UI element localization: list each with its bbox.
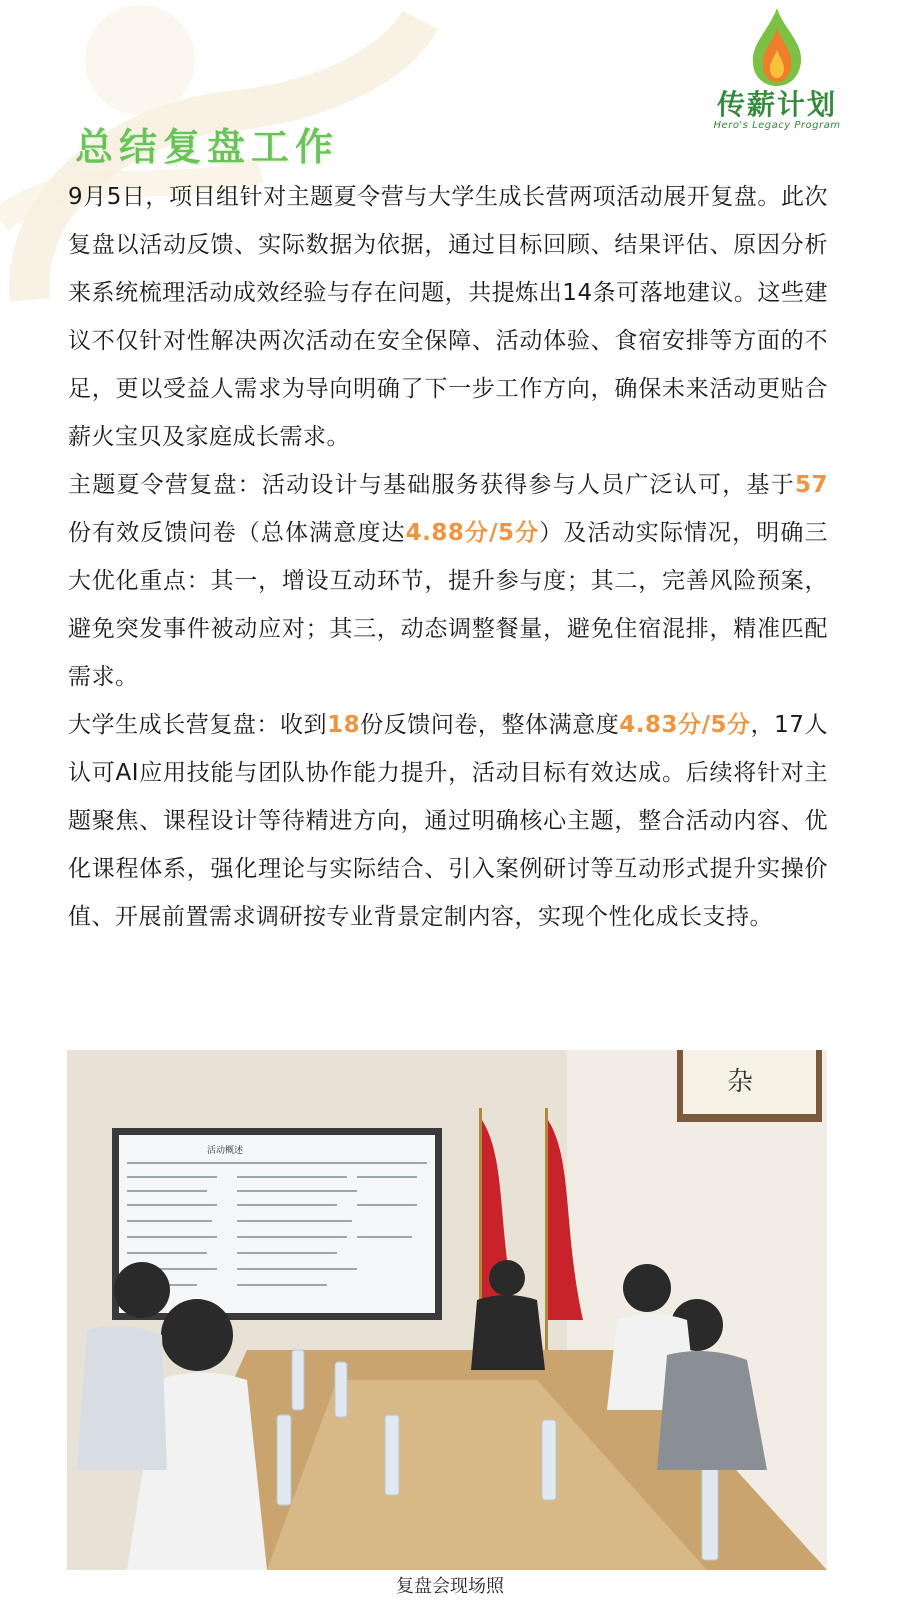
section-title: 总结复盘工作 <box>75 125 340 169</box>
logo-name: 传薪计划 <box>716 88 837 121</box>
logo-subtitle: Hero's Legacy Program <box>713 120 841 131</box>
student-camp-text-3: ，17人认可AI应用技能与团队协作能力提升，活动目标有效达成。后续将针对主题聚焦、课程设计等待精进方向，通过明确核心主题，整合活动内容、优化课程体系，强化理论与实际结合、引入案例研讨等互动形式提升实操价值、开展前置需求调研按专业背景定制内容，实现个性化成长支持。 <box>68 712 828 930</box>
summer-camp-text-2: 份有效反馈问卷（总体满意度达 <box>68 520 406 546</box>
summer-camp-survey-count: 57 <box>794 472 828 498</box>
article-body <box>68 173 828 941</box>
photo-caption: 复盘会现场照 <box>396 1576 504 1597</box>
summer-camp-score: 4.88分/5分 <box>405 520 540 546</box>
student-camp-text-2: 份反馈问卷，整体满意度 <box>360 712 620 738</box>
summer-camp-text-3: ）及活动实际情况，明确三大优化重点：其一，增设互动环节，提升参与度；其二，完善风险预案，避免突发事件被动应对；其三，动态调整餐量，避免住宿混排，精准匹配需求。 <box>68 520 829 690</box>
student-camp-score: 4.83分/5分 <box>619 712 751 738</box>
screen-title: 活动概述 <box>207 1146 244 1156</box>
paragraph-student-camp <box>68 701 828 941</box>
student-camp-text-1: 大学生成长营复盘：收到 <box>68 712 328 738</box>
student-camp-survey-count: 18 <box>327 712 361 738</box>
svg-text:杂: 杂 <box>727 1067 754 1097</box>
paragraph-summer-camp <box>68 461 828 701</box>
flame-icon <box>747 6 807 88</box>
paragraph-overview: 9月5日，项目组针对主题夏令营与大学生成长营两项活动展开复盘。此次复盘以活动反馈、实际数据为依据，通过目标回顾、结果评估、原因分析来系统梳理活动成效经验与存在问题，共提炼出14条可落地建议。这些建议不仅针对性解决两次活动在安全保障、活动体验、食宿安排等方面的不足，更以受益人需求为导向明确了下一步工作方向，确保未来活动更贴合薪火宝贝及家庭成长需求。 <box>68 184 828 450</box>
summer-camp-text-1: 主题夏令营复盘：活动设计与基础服务获得参与人员广泛认可，基于 <box>68 472 795 498</box>
meeting-photo <box>67 1050 827 1570</box>
brand-logo <box>702 6 852 146</box>
